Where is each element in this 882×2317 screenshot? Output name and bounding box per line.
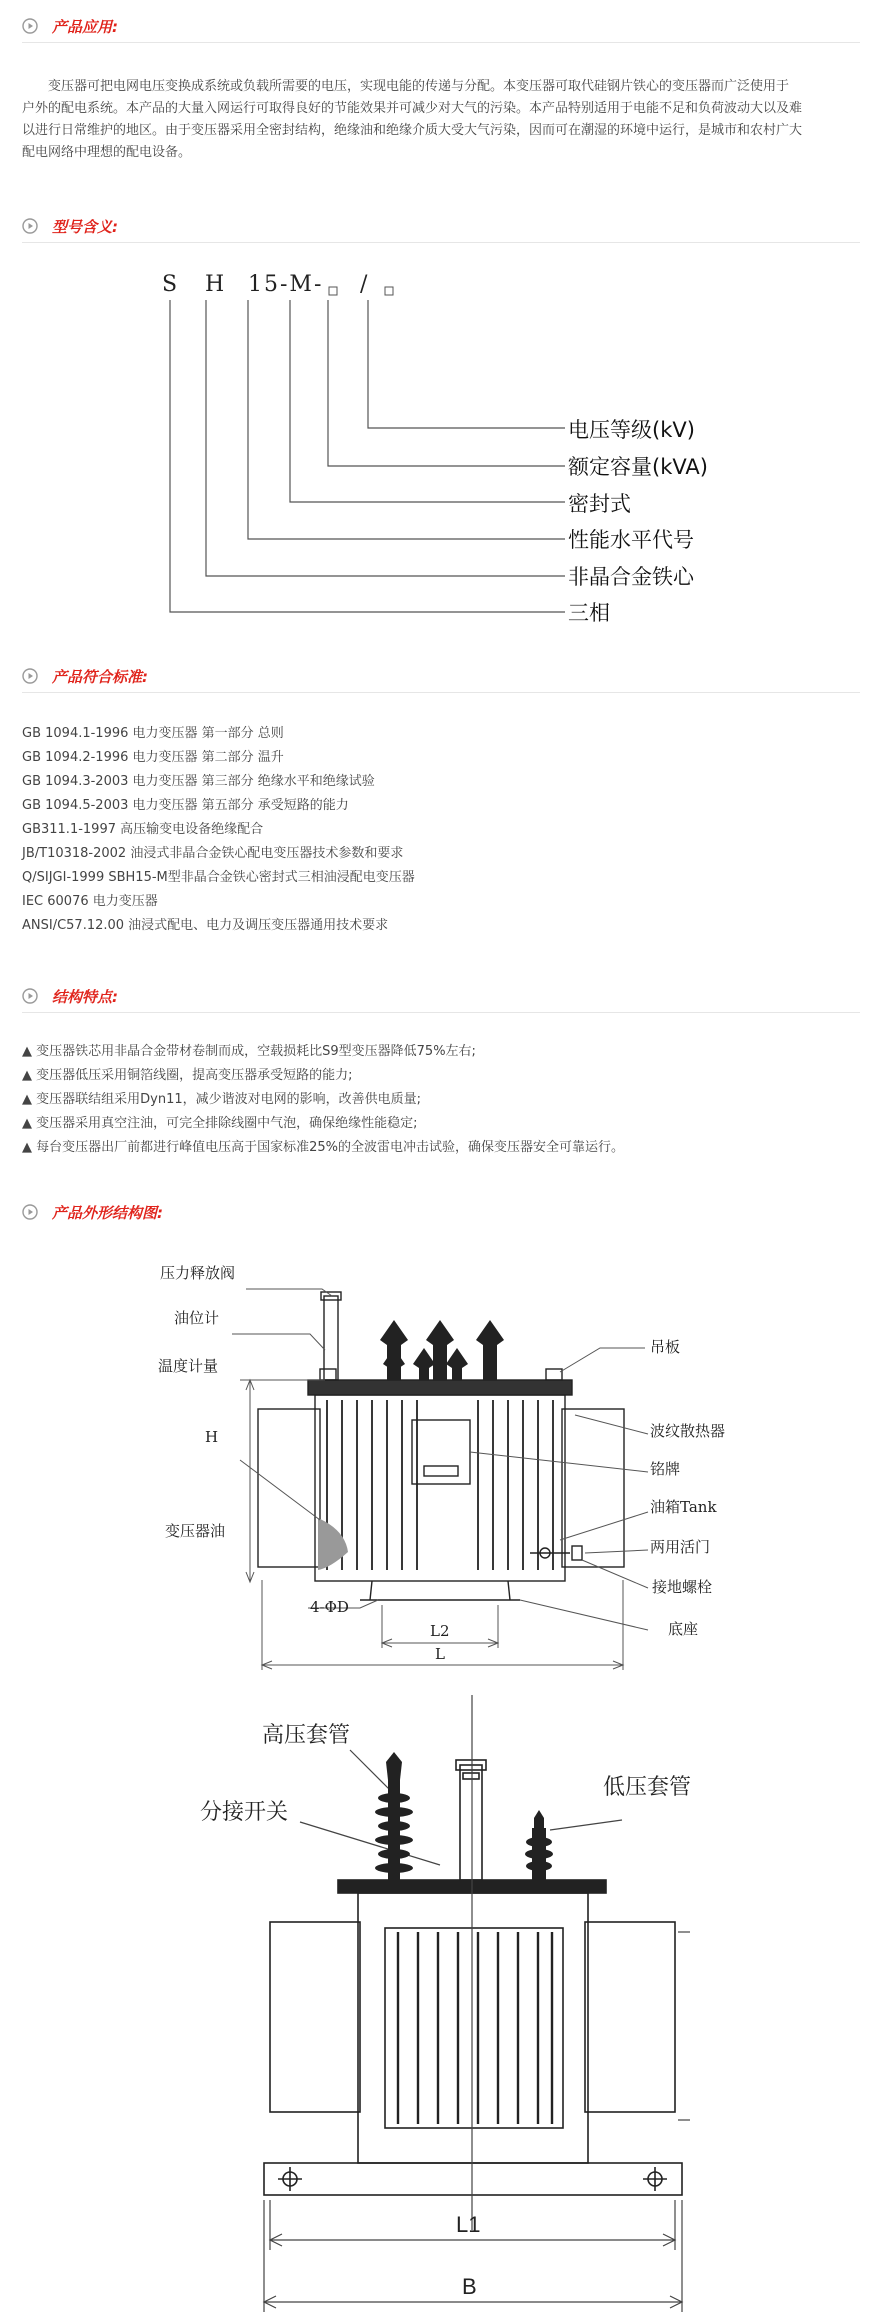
label-amorphous: 非晶合金铁心: [568, 565, 694, 589]
label-capacity: 额定容量(kVA): [568, 455, 708, 479]
label-three-phase: 三相: [568, 601, 610, 625]
section-title: 产品应用:: [52, 18, 118, 36]
list-item: ▲ 变压器铁芯用非晶合金带材卷制而成，空载损耗比S9型变压器降低75%左右;: [22, 1044, 476, 1059]
list-item: JB/T10318-2002 油浸式非晶合金铁心配电变压器技术参数和要求: [22, 846, 404, 861]
label-thermometer: 温度计量: [158, 1357, 219, 1375]
label-l1: L1: [456, 2212, 481, 2237]
label-voltage: 电压等级(kV): [568, 418, 695, 442]
label-pressure-relief: 压力释放阀: [160, 1264, 236, 1282]
list-item: GB 1094.2-1996 电力变压器 第二部分 温升: [22, 750, 284, 765]
label-lifting-plate: 吊板: [650, 1338, 681, 1356]
section-title: 型号含义:: [52, 218, 118, 236]
list-item: GB311.1-1997 高压输变电设备绝缘配合: [22, 822, 264, 837]
label-lv-bushing: 低压套管: [603, 1775, 692, 1800]
paragraph-line: 户外的配电系统。本产品的大量入网运行可取得良好的节能效果并可减少对大气的污染。本产品特别适用于电能不足和负荷波动大以及难: [22, 101, 803, 116]
label-performance: 性能水平代号: [568, 528, 694, 552]
list-item: Q/SIJGI-1999 SBH15-M型非晶合金铁心密封式三相油浸配电变压器: [22, 870, 415, 885]
model-code-15: 15: [248, 272, 280, 297]
list-item: ▲ 变压器联结组采用Dyn11，减少谐波对电网的影响，改善供电质量;: [22, 1092, 421, 1107]
list-item: ▲ 变压器采用真空注油，可完全排除线圈中气泡，确保绝缘性能稳定;: [22, 1116, 418, 1131]
section-title: 产品符合标准:: [52, 668, 148, 686]
label-l: L: [435, 1645, 445, 1663]
list-item: GB 1094.3-2003 电力变压器 第三部分 绝缘水平和绝缘试验: [22, 774, 375, 789]
label-valve: 两用活门: [650, 1538, 711, 1556]
label-l2: L2: [430, 1622, 450, 1640]
label-tap-changer: 分接开关: [200, 1800, 289, 1825]
label-hv-bushing: 高压套管: [262, 1723, 351, 1748]
label-radiator: 波纹散热器: [650, 1422, 726, 1440]
model-code-h: H: [205, 272, 227, 297]
label-oil-gauge: 油位计: [174, 1309, 220, 1327]
label-h: H: [205, 1428, 219, 1446]
list-item: IEC 60076 电力变压器: [22, 894, 158, 909]
label-ground-bolt: 接地螺栓: [652, 1578, 713, 1596]
list-item: GB 1094.1-1996 电力变压器 第一部分 总则: [22, 726, 284, 741]
label-transformer-oil: 变压器油: [165, 1522, 226, 1540]
list-item: GB 1094.5-2003 电力变压器 第五部分 承受短路的能力: [22, 798, 349, 813]
list-item: ▲ 每台变压器出厂前都进行峰值电压高于国家标准25%的全波雷电冲击试验，确保变压器安全可靠运行。: [22, 1140, 625, 1155]
label-sealed: 密封式: [568, 492, 631, 516]
section-title: 结构特点:: [52, 988, 118, 1006]
model-code-m: -M-: [280, 272, 324, 297]
list-item: ANSI/C57.12.00 油浸式配电、电力及调压变压器通用技术要求: [22, 918, 389, 933]
model-code-s: S: [162, 272, 180, 297]
paragraph-line: 以进行日常维护的地区。由于变压器采用全密封结构，绝缘油和绝缘介质大受大气污染，因而可在潮湿的环境中运行，是城市和农村广大: [22, 123, 803, 138]
paragraph-line: 变压器可把电网电压变换成系统或负载所需要的电压，实现电能的传递与分配。本变压器可取代硅钢片铁心的变压器而广泛使用于: [48, 79, 790, 94]
label-base: 底座: [668, 1620, 699, 1638]
model-code-slash: /: [360, 272, 370, 297]
list-item: ▲ 变压器低压采用铜箔线圈，提高变压器承受短路的能力;: [22, 1068, 353, 1083]
section-title: 产品外形结构图:: [52, 1204, 163, 1222]
paragraph-line: 配电网络中理想的配电设备。: [22, 145, 192, 160]
label-nameplate: 铭牌: [650, 1460, 681, 1478]
label-hole: 4-ΦD: [310, 1598, 349, 1616]
label-b: B: [462, 2274, 477, 2299]
label-tank: 油箱Tank: [650, 1498, 717, 1516]
